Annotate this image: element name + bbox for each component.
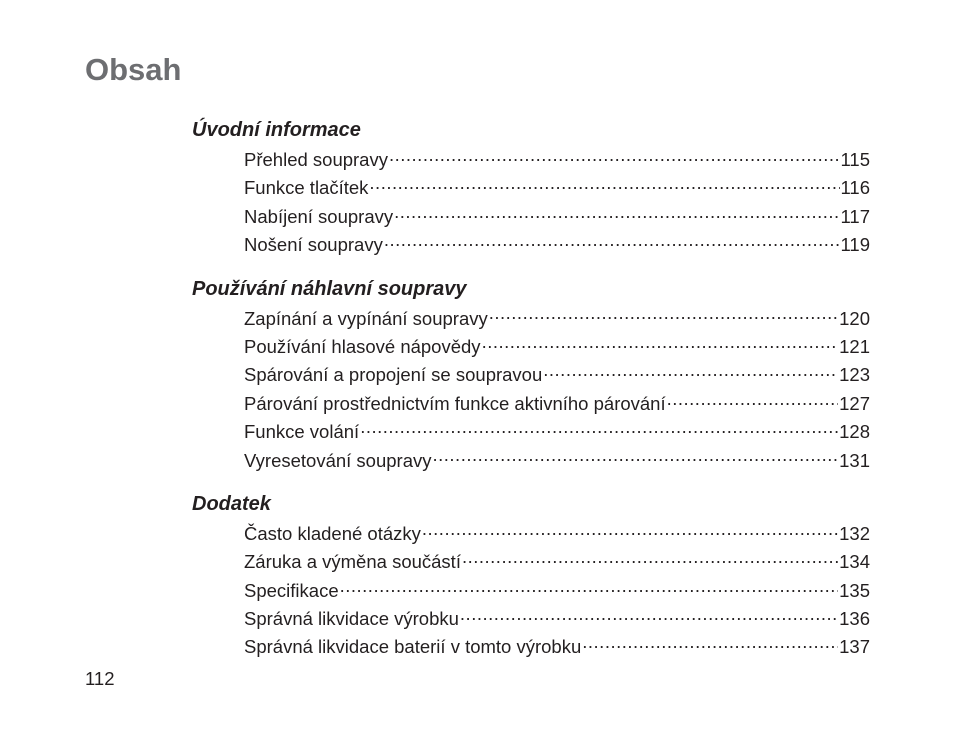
toc-entry-label: Často kladené otázky (244, 522, 421, 544)
toc-entry-label: Párování prostřednictvím funkce aktivního párování (244, 392, 666, 414)
toc-entry-label: Nabíjení soupravy (244, 205, 394, 227)
toc-entry-page: 127 (839, 392, 870, 414)
table-of-contents (192, 114, 870, 675)
toc-entry-page: 135 (839, 579, 870, 601)
dot-leader (384, 233, 840, 252)
dot-leader (667, 391, 839, 410)
toc-entry[interactable] (244, 305, 870, 333)
toc-entry-label: Záruka a výměna součástí (244, 551, 461, 573)
toc-entry-page: 115 (840, 149, 870, 170)
toc-entry[interactable] (244, 633, 870, 661)
dot-leader (462, 550, 838, 569)
toc-section-usage (192, 273, 870, 475)
toc-entry-label: Specifikace (244, 579, 339, 601)
toc-entry[interactable] (244, 418, 870, 446)
section-entries (192, 305, 870, 475)
toc-entry-label: Přehled soupravy (244, 149, 388, 170)
toc-entry-label: Funkce volání (244, 421, 360, 443)
toc-entry-page: 119 (840, 234, 870, 256)
toc-entry[interactable] (244, 361, 870, 389)
toc-entry[interactable] (244, 333, 870, 361)
toc-entry-label: Vyresetování soupravy (244, 449, 432, 471)
dot-leader (360, 420, 838, 439)
section-heading: Úvodní informace (192, 119, 361, 141)
dot-leader (394, 204, 839, 223)
toc-entry[interactable] (244, 390, 870, 418)
toc-entry-label: Zapínání a vypínání soupravy (244, 307, 488, 329)
toc-entry-page: 131 (839, 449, 870, 471)
page-title: Obsah (85, 52, 182, 87)
toc-entry[interactable] (244, 146, 870, 174)
toc-section-appendix (192, 488, 870, 662)
dot-leader (482, 334, 839, 353)
toc-entry[interactable] (244, 548, 870, 576)
toc-entry[interactable] (244, 231, 870, 259)
toc-entry-page: 136 (839, 608, 870, 630)
toc-entry-label: Funkce tlačítek (244, 177, 369, 199)
section-entries (192, 520, 870, 662)
dot-leader (543, 363, 838, 382)
toc-entry-page: 123 (839, 364, 870, 386)
toc-entry[interactable] (244, 520, 870, 548)
dot-leader (489, 306, 838, 325)
dot-leader (340, 578, 839, 597)
toc-entry-page: 120 (839, 307, 870, 329)
toc-entry-label: Používání hlasové nápovědy (244, 335, 481, 357)
toc-entry-label: Spárování a propojení se soupravou (244, 364, 543, 386)
toc-entry-page: 132 (839, 522, 870, 544)
toc-entry-page: 128 (839, 421, 870, 443)
toc-entry-page: 121 (839, 335, 870, 357)
toc-entry-page: 137 (839, 636, 870, 658)
dot-leader (582, 635, 838, 654)
toc-entry-page: 116 (840, 177, 870, 199)
toc-entry[interactable] (244, 577, 870, 605)
toc-entry[interactable] (244, 203, 870, 231)
dot-leader (433, 448, 839, 467)
toc-section-intro (192, 114, 870, 260)
dot-leader (389, 148, 840, 167)
toc-entry[interactable] (244, 447, 870, 475)
page-number: 112 (85, 668, 115, 689)
toc-entry-label: Nošení soupravy (244, 234, 383, 256)
toc-entry-page: 134 (839, 551, 870, 573)
section-heading: Používání náhlavní soupravy (192, 277, 467, 300)
dot-leader (422, 521, 838, 540)
toc-entry-page: 117 (840, 205, 870, 227)
toc-entry-label: Správná likvidace baterií v tomto výrobku (244, 636, 582, 658)
section-heading: Dodatek (192, 492, 271, 515)
section-entries (192, 146, 870, 260)
toc-entry-label: Správná likvidace výrobku (244, 608, 459, 630)
toc-entry[interactable] (244, 174, 870, 202)
dot-leader (369, 176, 839, 195)
toc-entry[interactable] (244, 605, 870, 633)
dot-leader (460, 607, 838, 626)
